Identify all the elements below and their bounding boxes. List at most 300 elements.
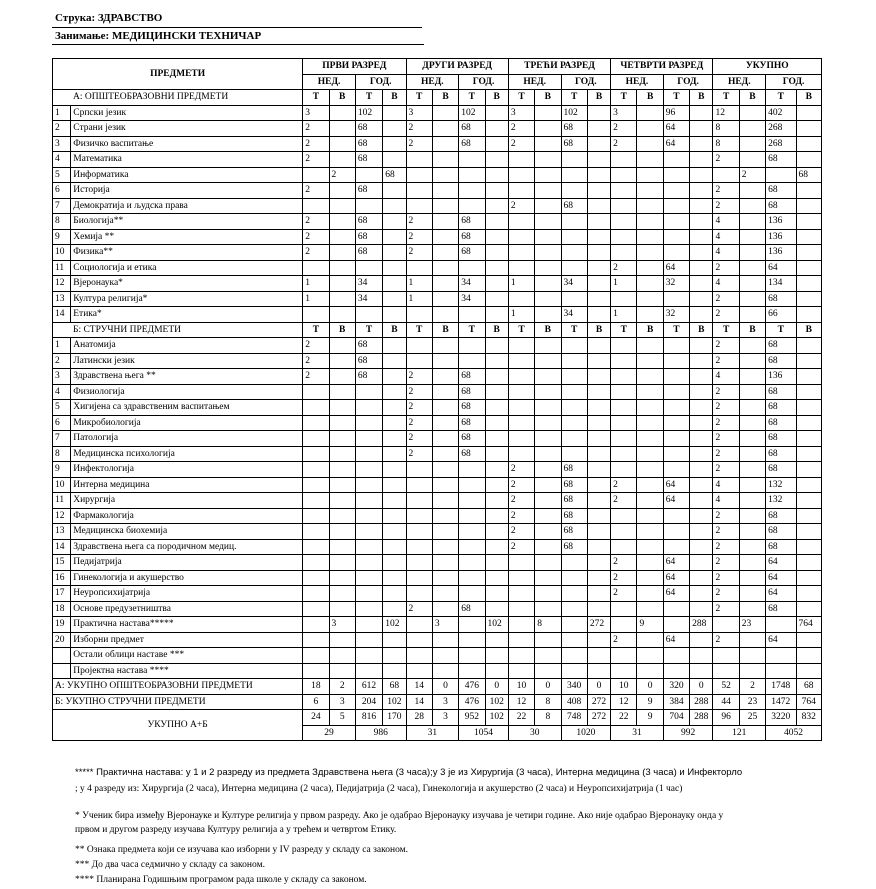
hours-cell: 132	[766, 493, 796, 509]
hours-cell	[690, 276, 713, 292]
hours-cell	[739, 183, 765, 199]
hours-cell: 2	[406, 446, 432, 462]
hours-cell	[383, 508, 406, 524]
hours-cell: 68	[766, 384, 796, 400]
hours-cell	[587, 555, 610, 571]
hours-cell: 68	[561, 462, 587, 478]
t-label: Т	[459, 322, 485, 338]
hours-cell	[739, 570, 765, 586]
hours-cell	[637, 198, 663, 214]
hours-cell	[663, 601, 689, 617]
hours-cell: 1	[508, 276, 534, 292]
hours-cell	[383, 121, 406, 137]
hours-cell	[611, 617, 637, 633]
hours-cell	[587, 446, 610, 462]
hours-cell	[561, 555, 587, 571]
hours-cell: 68	[796, 167, 822, 183]
hours-cell	[383, 136, 406, 152]
hours-cell	[796, 276, 822, 292]
hours-cell	[329, 400, 355, 416]
hours-cell: 34	[355, 276, 382, 292]
hours-cell	[690, 570, 713, 586]
hours-cell	[637, 307, 663, 323]
hours-cell: 23	[739, 617, 765, 633]
hours-cell	[637, 601, 663, 617]
hours-cell	[713, 648, 739, 664]
table-row	[53, 555, 822, 571]
hours-cell	[561, 291, 587, 307]
hours-cell	[485, 353, 508, 369]
hours-cell: 2	[713, 260, 739, 276]
subject-name: Физика**	[71, 245, 303, 261]
hours-cell	[535, 338, 561, 354]
hours-cell: 136	[766, 245, 796, 261]
hours-cell	[561, 632, 587, 648]
hours-cell	[561, 617, 587, 633]
table-row	[53, 508, 822, 524]
hours-cell: 136	[766, 214, 796, 230]
hours-cell	[637, 632, 663, 648]
hours-cell	[535, 446, 561, 462]
hours-cell	[611, 338, 637, 354]
total-cell: 3	[432, 694, 458, 710]
hours-cell: 68	[355, 369, 382, 385]
hours-cell	[329, 431, 355, 447]
hours-cell: 2	[303, 152, 329, 168]
hours-cell: 2	[713, 570, 739, 586]
subject-name: Неуропсихијатрија	[71, 586, 303, 602]
total-cell: 102	[485, 710, 508, 726]
hours-cell	[432, 369, 458, 385]
hours-cell: 2	[713, 198, 739, 214]
hours-cell: 2	[406, 229, 432, 245]
hours-cell	[561, 260, 587, 276]
hours-cell	[459, 353, 485, 369]
grade-header-row	[53, 59, 822, 75]
total-cell: 408	[561, 694, 587, 710]
row-number: 6	[53, 415, 71, 431]
hours-cell: 2	[303, 183, 329, 199]
hours-cell: 136	[766, 229, 796, 245]
table-row	[53, 276, 822, 292]
hours-cell	[587, 477, 610, 493]
hours-cell	[406, 617, 432, 633]
v-label: В	[329, 90, 355, 106]
hours-cell	[739, 121, 765, 137]
hours-cell	[611, 508, 637, 524]
hours-cell	[637, 183, 663, 199]
hours-cell	[796, 121, 822, 137]
hours-cell	[485, 648, 508, 664]
total-cell: 320	[663, 679, 689, 695]
hours-cell	[485, 539, 508, 555]
hours-cell: 2	[508, 462, 534, 478]
t-label: Т	[561, 90, 587, 106]
t-label: Т	[663, 90, 689, 106]
hours-cell	[637, 648, 663, 664]
t-label: Т	[303, 322, 329, 338]
hours-cell: 4	[713, 369, 739, 385]
total-cell: 704	[663, 710, 689, 726]
hours-cell	[535, 462, 561, 478]
row-number: 3	[53, 136, 71, 152]
row-number: 6	[53, 183, 71, 199]
t-label: Т	[459, 90, 485, 106]
hours-cell: 34	[355, 291, 382, 307]
footnote-practical	[75, 766, 742, 780]
table-row	[53, 570, 822, 586]
row-number: 7	[53, 431, 71, 447]
hours-cell	[663, 539, 689, 555]
hours-cell	[561, 415, 587, 431]
hours-cell	[303, 431, 329, 447]
hours-cell	[355, 415, 382, 431]
hours-cell: 402	[766, 105, 796, 121]
hours-cell	[459, 508, 485, 524]
total-cell: 3220	[766, 710, 796, 726]
hours-cell	[796, 462, 822, 478]
hours-cell: 2	[406, 369, 432, 385]
hours-cell	[663, 167, 689, 183]
table-row	[53, 400, 822, 416]
hours-cell	[329, 539, 355, 555]
hours-cell: 68	[561, 493, 587, 509]
row-number: 15	[53, 555, 71, 571]
hours-cell	[587, 570, 610, 586]
subject-name: Изборни предмет	[71, 632, 303, 648]
hours-cell	[690, 539, 713, 555]
row-number: 11	[53, 260, 71, 276]
hours-cell	[485, 415, 508, 431]
hours-cell	[535, 524, 561, 540]
subject-name: Биологија**	[71, 214, 303, 230]
hours-cell	[508, 446, 534, 462]
v-label: В	[432, 322, 458, 338]
hours-cell	[432, 245, 458, 261]
hours-cell	[329, 260, 355, 276]
hours-cell	[508, 586, 534, 602]
hours-cell	[587, 353, 610, 369]
hours-cell	[432, 353, 458, 369]
hours-cell: 2	[611, 121, 637, 137]
subject-name: Хирургија	[71, 493, 303, 509]
total-cell: 68	[796, 679, 822, 695]
hours-cell: 2	[406, 384, 432, 400]
table-row	[53, 307, 822, 323]
hours-cell	[535, 477, 561, 493]
t-label: Т	[766, 322, 796, 338]
hours-cell	[329, 477, 355, 493]
hours-cell	[587, 369, 610, 385]
hours-cell	[796, 183, 822, 199]
hours-cell: 2	[303, 121, 329, 137]
subject-name: Култура религија*	[71, 291, 303, 307]
year-header: ГОД.	[355, 74, 406, 90]
subject-name: Социологија и етика	[71, 260, 303, 276]
hours-cell	[796, 601, 822, 617]
v-label: В	[637, 90, 663, 106]
hours-cell	[355, 446, 382, 462]
hours-cell	[329, 121, 355, 137]
hours-cell	[432, 183, 458, 199]
hours-cell	[611, 245, 637, 261]
table-row	[53, 214, 822, 230]
row-number: 18	[53, 601, 71, 617]
table-row	[53, 462, 822, 478]
hours-cell	[796, 291, 822, 307]
hours-cell: 64	[663, 121, 689, 137]
hours-cell	[690, 400, 713, 416]
hours-cell: 68	[766, 508, 796, 524]
footnote-line: ***** Практична настава: у 1 и 2 разреду из предмета Здравствена њега (3 часа);у 3 је из Хирургија (3 часа), Интерна медицина (3 часа) и Инфекторло	[75, 767, 743, 778]
hours-cell	[459, 338, 485, 354]
footnote-line: * Ученик бира између Вјеронауке и Културе религија у првом разреду. Ако је одабрао Вјеронауку изучава је четири године. Ако није одабрао Вјеронауку онда у	[75, 811, 724, 821]
hours-cell	[432, 415, 458, 431]
hours-cell: 4	[713, 214, 739, 230]
hours-cell	[459, 493, 485, 509]
total-cell: 0	[432, 679, 458, 695]
hours-cell	[663, 508, 689, 524]
hours-cell	[406, 663, 432, 679]
hours-cell: 68	[766, 539, 796, 555]
t-label: Т	[303, 90, 329, 106]
t-label: Т	[713, 322, 739, 338]
hours-cell	[329, 369, 355, 385]
hours-cell: 96	[663, 105, 689, 121]
hours-cell	[611, 539, 637, 555]
hours-cell	[663, 229, 689, 245]
hours-cell	[739, 648, 765, 664]
hours-cell	[383, 570, 406, 586]
hours-cell	[432, 291, 458, 307]
hours-cell: 68	[561, 524, 587, 540]
hours-cell	[508, 400, 534, 416]
hours-cell: 2	[611, 632, 637, 648]
hours-cell	[637, 570, 663, 586]
total-cell: 3	[432, 710, 458, 726]
hours-cell	[739, 477, 765, 493]
subject-name: Информатика	[71, 167, 303, 183]
hours-cell	[383, 586, 406, 602]
hours-cell	[739, 431, 765, 447]
hours-cell	[587, 229, 610, 245]
hours-cell	[355, 400, 382, 416]
hours-cell: 2	[406, 601, 432, 617]
hours-cell	[637, 384, 663, 400]
hours-cell: 2	[508, 493, 534, 509]
hours-cell	[303, 446, 329, 462]
hours-cell	[406, 586, 432, 602]
subject-name: Интерна медицина	[71, 477, 303, 493]
footnote-elective	[75, 843, 408, 857]
v-label: В	[739, 322, 765, 338]
hours-cell	[383, 524, 406, 540]
row-number: 16	[53, 570, 71, 586]
hours-cell	[485, 260, 508, 276]
hours-cell	[796, 198, 822, 214]
grade-header: УКУПНО	[713, 59, 822, 75]
hours-cell: 3	[432, 617, 458, 633]
hours-cell	[303, 632, 329, 648]
hours-cell: 12	[713, 105, 739, 121]
hours-cell: 2	[303, 353, 329, 369]
year-sum: 992	[663, 725, 713, 741]
hours-cell	[406, 570, 432, 586]
hours-cell	[739, 214, 765, 230]
hours-cell	[485, 570, 508, 586]
hours-cell: 272	[587, 617, 610, 633]
hours-cell	[303, 307, 329, 323]
hours-cell	[690, 384, 713, 400]
hours-cell	[432, 632, 458, 648]
hours-cell: 68	[459, 400, 485, 416]
hours-cell	[383, 632, 406, 648]
hours-cell	[587, 276, 610, 292]
hours-cell	[355, 663, 382, 679]
hours-cell	[611, 152, 637, 168]
year-sum: 1020	[561, 725, 611, 741]
total-b-row	[53, 694, 822, 710]
total-cell: 23	[739, 694, 765, 710]
v-label: В	[535, 90, 561, 106]
hours-cell	[459, 570, 485, 586]
hours-cell	[611, 601, 637, 617]
section-a-header-row	[53, 90, 822, 106]
hours-cell	[561, 601, 587, 617]
hours-cell	[432, 121, 458, 137]
hours-cell: 2	[713, 601, 739, 617]
hours-cell	[713, 617, 739, 633]
hours-cell	[690, 307, 713, 323]
subject-name: Пројектна настава ****	[71, 663, 303, 679]
hours-cell	[587, 524, 610, 540]
hours-cell	[690, 555, 713, 571]
hours-cell	[535, 601, 561, 617]
subject-name: Основе предузетништва	[71, 601, 303, 617]
subject-name: Медицинска психологија	[71, 446, 303, 462]
hours-cell	[766, 167, 796, 183]
hours-cell	[303, 539, 329, 555]
hours-cell	[535, 555, 561, 571]
hours-cell	[561, 663, 587, 679]
row-number: 9	[53, 462, 71, 478]
hours-cell: 68	[459, 121, 485, 137]
footnote-line: ; у 4 разреду из: Хирургија (2 часа), Интерна медицина (2 часа), Педијатрија (2 часа), Гинекологија и акушерство (2 часа) и Неуропсихијатрија (1 час)	[75, 784, 683, 794]
row-number: 13	[53, 524, 71, 540]
hours-cell	[739, 353, 765, 369]
hours-cell	[485, 183, 508, 199]
hours-cell: 68	[561, 121, 587, 137]
hours-cell	[508, 183, 534, 199]
year-header: ГОД.	[663, 74, 713, 90]
hours-cell	[459, 462, 485, 478]
hours-cell	[432, 586, 458, 602]
hours-cell: 68	[766, 338, 796, 354]
hours-cell	[383, 384, 406, 400]
hours-cell	[587, 291, 610, 307]
hours-cell	[561, 648, 587, 664]
hours-cell	[587, 508, 610, 524]
hours-cell	[406, 307, 432, 323]
hours-cell	[663, 384, 689, 400]
subject-name: Гинекологија и акушерство	[71, 570, 303, 586]
hours-cell: 2	[406, 121, 432, 137]
hours-cell: 2	[508, 524, 534, 540]
hours-cell	[766, 663, 796, 679]
hours-cell	[587, 136, 610, 152]
hours-cell	[508, 648, 534, 664]
section-title: А: ОПШТЕОБРАЗОВНИ ПРЕДМЕТИ	[53, 90, 303, 106]
table-row	[53, 260, 822, 276]
hours-cell	[611, 431, 637, 447]
hours-cell	[535, 508, 561, 524]
hours-cell: 2	[406, 245, 432, 261]
hours-cell	[637, 415, 663, 431]
hours-cell	[796, 632, 822, 648]
hours-cell	[535, 121, 561, 137]
hours-cell: 68	[355, 183, 382, 199]
total-label: А: УКУПНО ОПШТЕОБРАЗОВНИ ПРЕДМЕТИ	[53, 679, 303, 695]
subject-name: Физичко васпитање	[71, 136, 303, 152]
hours-cell	[535, 167, 561, 183]
table-row	[53, 586, 822, 602]
total-cell: 102	[485, 694, 508, 710]
hours-cell: 68	[355, 152, 382, 168]
hours-cell	[329, 524, 355, 540]
hours-cell	[329, 105, 355, 121]
hours-cell	[561, 570, 587, 586]
hours-cell	[611, 384, 637, 400]
hours-cell: 2	[406, 400, 432, 416]
hours-cell	[485, 663, 508, 679]
hours-cell	[535, 307, 561, 323]
hours-cell	[690, 508, 713, 524]
table-row	[53, 353, 822, 369]
hours-cell: 2	[303, 229, 329, 245]
week-header: НЕД.	[713, 74, 766, 90]
hours-cell	[508, 214, 534, 230]
hours-cell	[690, 663, 713, 679]
hours-cell	[485, 338, 508, 354]
row-number: 13	[53, 291, 71, 307]
hours-cell: 2	[713, 586, 739, 602]
total-cell: 22	[611, 710, 637, 726]
hours-cell	[535, 648, 561, 664]
hours-cell: 64	[766, 586, 796, 602]
hours-cell	[432, 338, 458, 354]
hours-cell	[535, 260, 561, 276]
v-label: В	[329, 322, 355, 338]
subject-name: Етика*	[71, 307, 303, 323]
hours-cell	[329, 601, 355, 617]
hours-cell	[611, 400, 637, 416]
hours-cell: 68	[459, 601, 485, 617]
hours-cell	[485, 384, 508, 400]
total-cell: 832	[796, 710, 822, 726]
hours-cell	[637, 276, 663, 292]
hours-cell	[739, 229, 765, 245]
hours-cell	[508, 167, 534, 183]
subject-name: Хемија **	[71, 229, 303, 245]
hours-cell	[587, 307, 610, 323]
hours-cell	[508, 431, 534, 447]
hours-cell	[355, 477, 382, 493]
hours-cell	[485, 121, 508, 137]
hours-cell	[303, 198, 329, 214]
hours-cell	[690, 369, 713, 385]
hours-cell	[459, 167, 485, 183]
hours-cell	[508, 260, 534, 276]
